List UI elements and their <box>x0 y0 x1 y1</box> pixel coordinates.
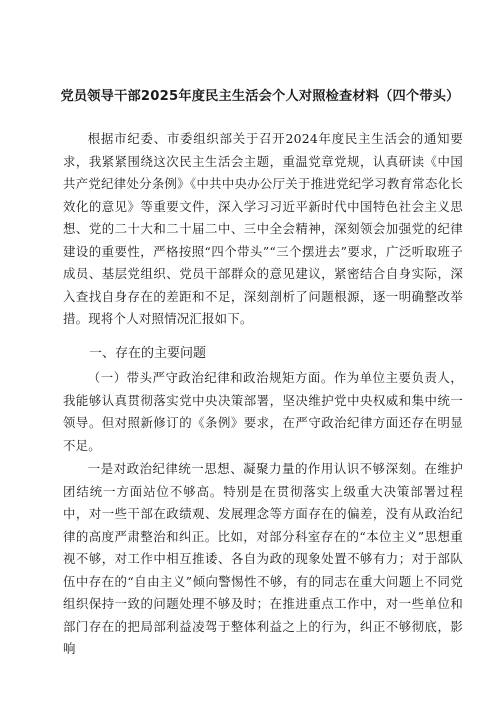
section-heading-main-problems: 一、存在的主要问题 <box>89 346 207 361</box>
subsection-political-discipline: （一）带头严守政治纪律和政治规矩方面。作为单位主要负责人，我能够认真贯彻落实党中央决策部署，坚决维护党中央权威和集中统一领导。但对照新修订的《条例》要求，在严守政治纪律方面还存在明显不足。 <box>63 370 463 453</box>
document-title: 党员领导干部2025年度民主生活会个人对照检查材料（四个带头） <box>60 89 460 104</box>
intro-paragraph: 根据市纪委、市委组织部关于召开2024年度民主生活会的通知要求，我紧紧围绕这次民主生活会主题，重温党章党规，认真研读《中国共产党纪律处分条例》《中共中央办公厅关于推进党纪学习教育常态化长效化的意见》等重要文件，深入学习习近平新时代中国特色社会主义思想、党的二十大和二十届二中、三中全会精神，深刻领会加强党的纪律建设的重要性，严格按照“四个带头”“三个摆进去”要求，广泛听取班子成员、基层党组织、党员干部群众的意见建议，紧密结合自身实际，深入查找自身存在的差距和不足，深刻剖析了问题根源，逐一明确整改举措。现将个人对照情况汇报如下。 <box>63 131 463 326</box>
point-one-paragraph: 一是对政治纪律统一思想、凝聚力量的作用认识不够深刻。在维护团结统一方面站位不够高。特别是在贯彻落实上级重大决策部署过程中，对一些干部在政绩观、发展理念等方面存在的偏差，没有从政治纪律的高度严肃整治和纠正。比如，对部分科室存在的“本位主义”思想重视不够，对工作中相互推诿、各自为政的现象处置不够有力；对于部队伍中存在的“自由主义”倾向警惕性不够，有的同志在重大问题上不同党组织保持一致的问题处理不够及时；在推进重点工作中，对一些单位和部门存在的把局部利益凌驾于整体利益之上的行为，纠正不够彻底，影响 <box>63 461 463 656</box>
